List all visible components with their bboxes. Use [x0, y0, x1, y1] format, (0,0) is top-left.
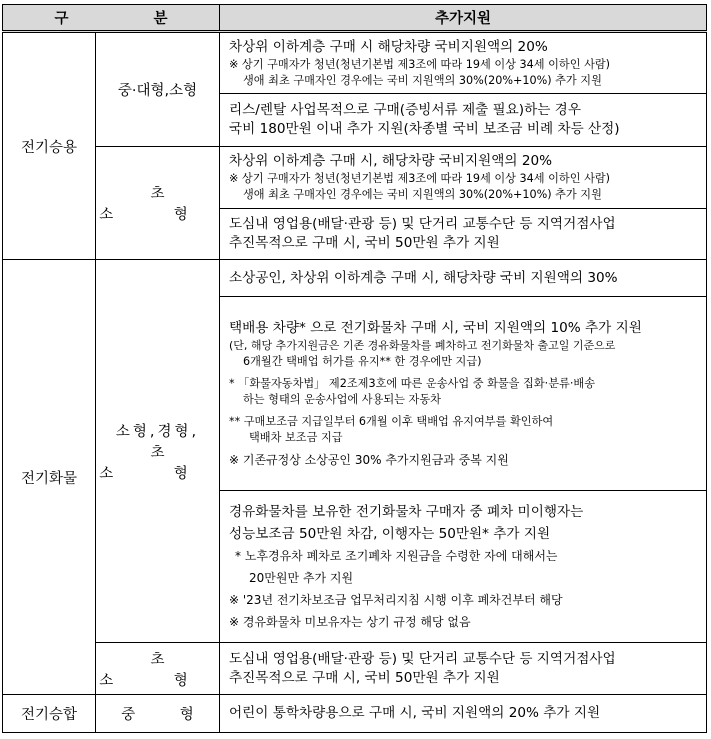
table-row	[3, 643, 707, 695]
table-row	[3, 695, 707, 733]
support-note: 하는 형태의 운송사업에 사용되는 자동차	[243, 393, 441, 406]
support-cell	[220, 643, 707, 695]
header-category: 구 분	[3, 5, 220, 32]
support-cell	[220, 147, 707, 209]
table-row	[3, 32, 707, 94]
support-cell	[220, 695, 707, 733]
support-note: 20만원만 추가 지원	[249, 570, 354, 585]
category-van: 전기승합	[3, 695, 96, 733]
support-note: ※ 경유화물차 미보유자는 상기 규정 해당 없음	[229, 614, 471, 629]
category-cargo: 전기화물	[3, 260, 96, 695]
table-row	[3, 147, 707, 209]
support-text: 차상위 이하계층 구매 시, 해당차량 국비지원액의 20%	[229, 153, 553, 169]
subsidy-table	[2, 4, 707, 733]
subcategory-small-light-micro	[96, 260, 220, 643]
category-passenger: 전기승용	[3, 32, 96, 260]
support-text: 리스/렌탈 사업목적으로 구매(증빙서류 제출 필요)하는 경우	[229, 102, 581, 118]
support-text: 성능보조금 50만원 차감, 이행자는 50만원* 추가 지원	[229, 525, 551, 542]
support-note: (단, 해당 추가지원금은 기존 경유화물차를 폐차하고 전기화물차 출고일 기준으로	[229, 339, 616, 352]
support-text: 택배용 차량* 으로 전기화물차 구매 시, 국비 지원액의 10% 추가 지원	[229, 320, 642, 336]
support-note: ※ 기존규정상 소상공인 30% 추가지원금과 중복 지원	[229, 453, 509, 467]
support-text: 어린이 통학차량용으로 구매 시, 국비 지원액의 20% 추가 지원	[229, 705, 601, 721]
support-text: 경유화물차를 보유한 전기화물차 구매자 중 폐차 미이행자는	[229, 503, 584, 520]
support-text: 차상위 이하계층 구매 시 해당차량 국비지원액의 20%	[229, 38, 548, 55]
subcategory-micro-cargo: 초 소 형	[96, 643, 220, 695]
support-cell	[220, 209, 707, 260]
support-cell	[220, 32, 707, 94]
subcategory-micro: 초 소 형	[96, 147, 220, 260]
support-note: * 「화물자동차법」 제2조제3호에 따른 운송사업 중 화물을 집화·분류·배송	[229, 377, 596, 390]
subcategory-label: 초 소 형	[99, 444, 216, 482]
support-note: 생애 최초 구매자인 경우에는 국비 지원액의 30%(20%+10%) 추가 지원	[243, 73, 602, 87]
subcategory-label: 소형,경형,	[115, 423, 200, 440]
support-text: 추진목적으로 구매 시, 국비 50만원 추가 지원	[229, 235, 500, 251]
header-support: 추가지원	[220, 5, 707, 32]
header-row	[3, 5, 707, 32]
support-note: ※ 상기 구매자가 청년(청년기본법 제3조에 따라 19세 이상 34세 이하인 사람)	[229, 172, 611, 185]
support-cell	[220, 491, 707, 643]
support-note: ※ 상기 구매자가 청년(청년기본법 제3조에 따라 19세 이상 34세 이하인 사람)	[229, 57, 611, 71]
support-text: 추진목적으로 구매 시, 국비 50만원 추가 지원	[229, 669, 500, 686]
table-row	[3, 260, 707, 297]
support-note: 택배차 보조금 지급	[249, 431, 343, 444]
support-text: 도심내 영업용(배달·관광 등) 및 단거리 교통수단 등 지역거점사업	[229, 216, 616, 232]
support-note: ※ '23년 전기차보조금 업무처리지침 시행 이후 폐차건부터 해당	[229, 592, 563, 607]
support-text: 소상공인, 차상위 이하계층 구매 시, 해당차량 국비 지원액의 30%	[229, 269, 618, 286]
support-note: 6개월간 택배업 허가를 유지** 한 경우에만 지급)	[243, 355, 482, 368]
support-cell	[220, 297, 707, 491]
support-note: ** 구매보조금 지급일부터 6개월 이후 택배업 유지여부를 확인하여	[229, 415, 554, 428]
support-text: 도심내 영업용(배달·관광 등) 및 단거리 교통수단 등 지역거점사업	[229, 650, 616, 667]
support-text: 국비 180만원 이내 추가 지원(차종별 국비 보조금 비례 차등 산정)	[229, 121, 620, 137]
support-note: * 노후경유차 폐차로 조기폐차 지원금을 수령한 자에 대해서는	[235, 548, 558, 563]
support-cell	[220, 94, 707, 147]
subcategory-medium: 중 형	[96, 695, 220, 733]
subcategory-mid-small: 중·대형,소형	[96, 32, 220, 147]
support-note: 생애 최초 구매자인 경우에는 국비 지원액의 30%(20%+10%) 추가 지원	[243, 188, 602, 201]
support-cell	[220, 260, 707, 297]
